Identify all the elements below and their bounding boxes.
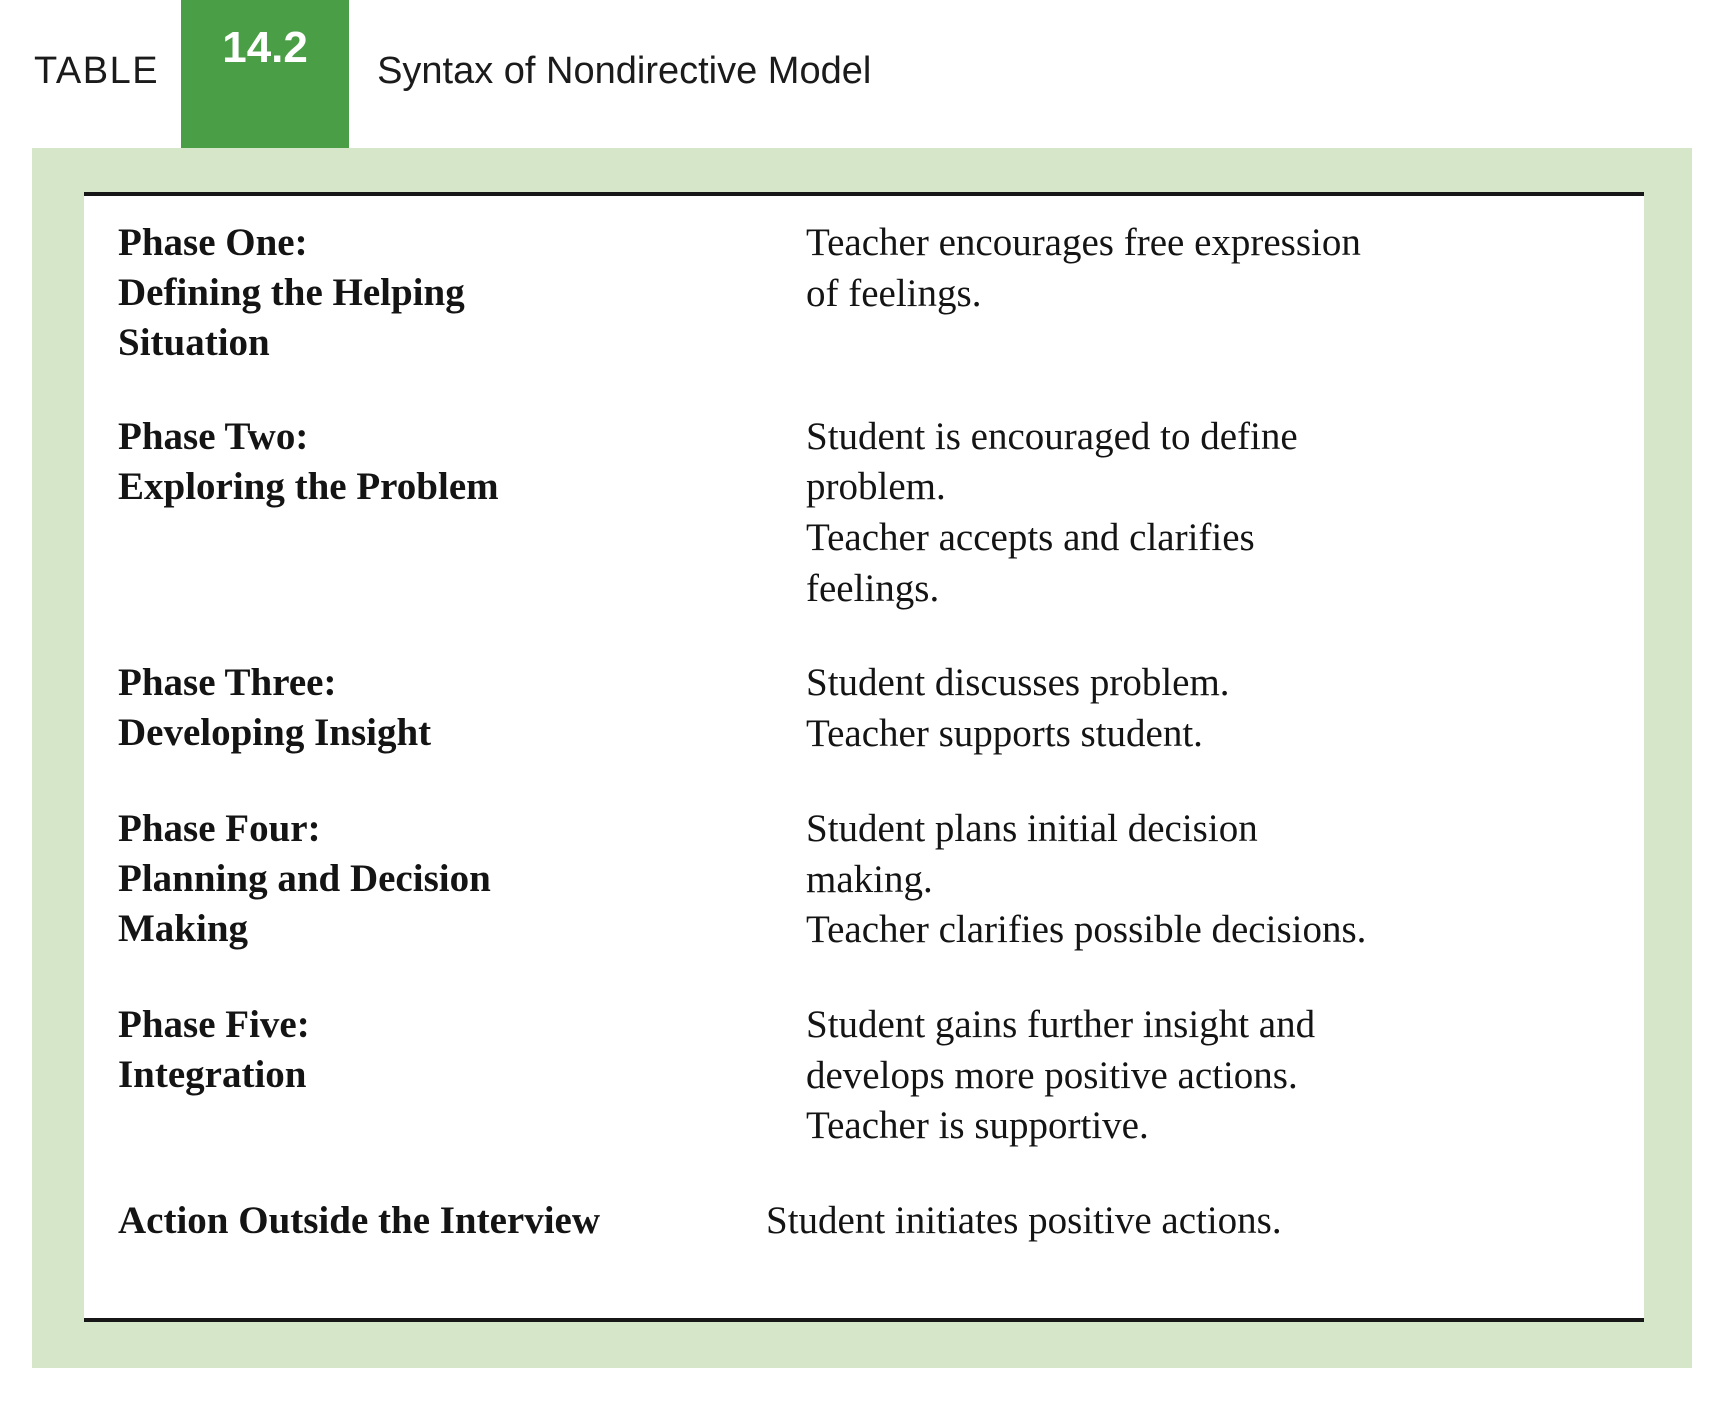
- phase-line: Phase Five:: [118, 1002, 310, 1046]
- phase-description-cell: [806, 218, 1644, 319]
- phase-line: Exploring the Problem: [118, 464, 499, 508]
- description-line: Teacher is supportive.: [806, 1104, 1149, 1148]
- table-rows: [84, 196, 1644, 1247]
- description-line: problem.: [806, 465, 946, 509]
- description-line: feelings.: [806, 566, 940, 610]
- description-line: Student initiates positive actions.: [766, 1198, 1282, 1242]
- phase-description-cell: [806, 412, 1644, 615]
- phase-description-cell: [806, 804, 1644, 956]
- description-line: making.: [806, 857, 933, 901]
- description-line: Student discusses problem.: [806, 661, 1230, 705]
- phase-line: Defining the Helping: [118, 270, 465, 314]
- table-row: [84, 1196, 1644, 1247]
- phase-description-cell: [806, 1000, 1644, 1152]
- table-label: TABLE: [34, 50, 160, 92]
- table-row: [84, 218, 1644, 368]
- table-number-badge: 14.2: [181, 0, 349, 148]
- phase-line: Phase Two:: [118, 414, 309, 458]
- phase-line: Phase Four:: [118, 806, 321, 850]
- description-line: Teacher accepts and clarifies: [806, 516, 1255, 560]
- phase-line: Action Outside the Interview: [118, 1198, 601, 1242]
- phase-name-cell: [106, 218, 806, 368]
- phase-line: Situation: [118, 320, 270, 364]
- description-line: of feelings.: [806, 271, 982, 315]
- description-line: Student plans initial decision: [806, 806, 1258, 850]
- description-line: Teacher encourages free expression: [806, 221, 1361, 264]
- description-line: Teacher clarifies possible decisions.: [806, 908, 1367, 952]
- table-row: [84, 804, 1644, 956]
- phase-line: Phase One:: [118, 221, 308, 264]
- table-row: [84, 412, 1644, 615]
- phase-name-cell: [106, 1196, 766, 1246]
- phase-line: Developing Insight: [118, 711, 432, 755]
- table-row: [84, 658, 1644, 759]
- phase-name-cell: [106, 804, 806, 954]
- table-header: [0, 0, 871, 148]
- description-line: develops more positive actions.: [806, 1053, 1298, 1097]
- phase-line: Planning and Decision: [118, 856, 491, 900]
- phase-line: Integration: [118, 1052, 307, 1096]
- phase-name-cell: [106, 1000, 806, 1100]
- phase-name-cell: [106, 412, 806, 512]
- table-row: [84, 1000, 1644, 1152]
- description-line: Student gains further insight and: [806, 1002, 1316, 1046]
- table-title: Syntax of Nondirective Model: [377, 50, 872, 92]
- description-line: Student is encouraged to define: [806, 414, 1298, 458]
- phase-line: Making: [118, 906, 249, 950]
- table-body: [84, 192, 1644, 1322]
- phase-description-cell: [806, 658, 1644, 759]
- phase-name-cell: [106, 658, 806, 758]
- phase-line: Phase Three:: [118, 661, 337, 705]
- table-panel: [32, 148, 1692, 1368]
- description-line: Teacher supports student.: [806, 712, 1203, 756]
- phase-description-cell: [766, 1196, 1644, 1247]
